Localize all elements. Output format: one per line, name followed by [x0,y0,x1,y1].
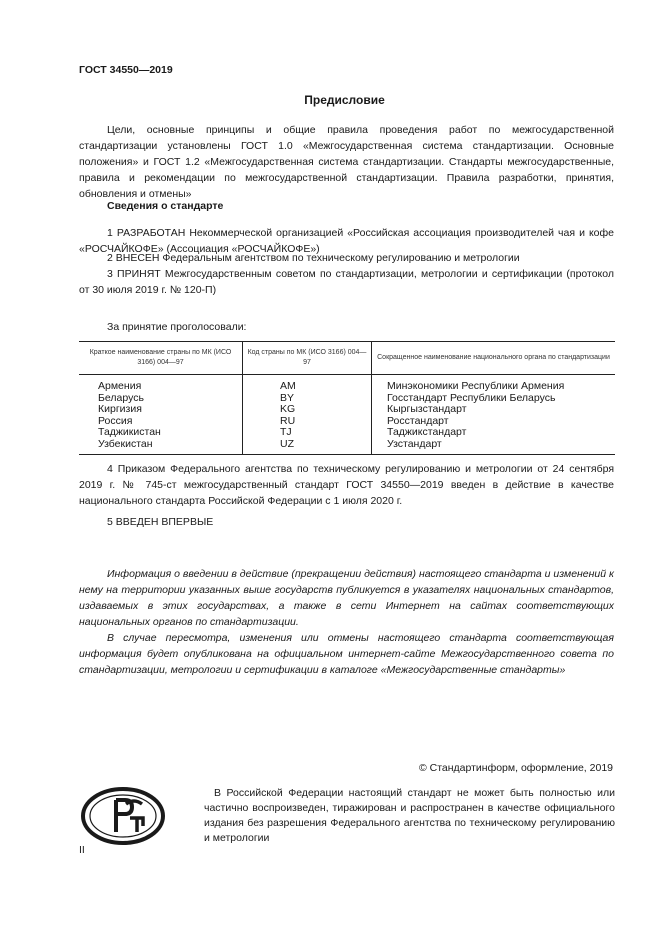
code-cell: RU [243,416,372,428]
states-table [79,341,615,455]
code-cell: TJ [243,427,372,439]
section-heading: Сведения о стандарте [107,200,224,212]
country-cell: Беларусь [98,391,144,404]
table-header-row [79,342,615,375]
org-cell: Кыргызстандарт [372,404,616,416]
code-cell: KG [243,404,372,416]
vote-label: За принятие проголосовали: [107,321,247,333]
country-cell: Таджикистан [98,426,161,438]
org-cell: Минэкономики Республики Армения [372,375,616,393]
code-cell: AM [243,375,372,393]
item-adopted: 3 ПРИНЯТ Межгосударственным советом по стандартизации, метрологии и сертификации (протокол от 30 июля 2019 г. № 120-П) [79,268,614,296]
table-row [79,404,615,416]
foreword-intro: Цели, основные принципы и общие правила проведения работ по межгосударственной стандартизации установлены ГОСТ 1.0 «Межгосударственная система стандартизации. Основные положения» и ГОСТ 1.2 «Межгосударственная система стандартизации. Стандарты межгосударственные, правила и рекомендации по межгосударственной стандартизации. Правила разработки, принятия, обновления и отмены» [79,124,614,200]
column-header-code: Код страны по МК (ИСО 3166) 004—97 [243,342,372,375]
code-cell: UZ [243,439,372,455]
country-cell: Россия [98,414,133,427]
item-first-introduced: 5 ВВЕДЕН ВПЕРВЫЕ [107,516,214,528]
org-cell: Узстандарт [372,439,616,455]
copyright-notice: В Российской Федерации настоящий стандарт не может быть полностью или частично воспроизведен, тиражирован и распространен в качестве официального издания без разрешения Федерального агентства по техническому регулированию и метрологии [204,787,615,844]
org-cell: Росстандарт [372,416,616,428]
page-number: II [79,844,85,856]
column-header-country: Краткое наименование страны по МК (ИСО 3166) 004—97 [79,342,243,375]
table-row [79,439,615,455]
item-submitted: 2 ВНЕСЕН Федеральным агентством по техническому регулированию и метрологии [107,252,520,264]
document-code: ГОСТ 34550—2019 [79,64,173,76]
code-cell: BY [243,393,372,405]
item-developed: 1 РАЗРАБОТАН Некоммерческой организацией «Российская ассоциация производителей чая и кофе «РОСЧАЙКОФЕ» (Ассоциация «РОСЧАЙКОФЕ») [79,227,614,255]
org-cell: Госстандарт Республики Беларусь [372,393,616,405]
country-cell: Узбекистан [79,439,243,455]
table-row [79,393,615,405]
table-row [79,375,615,393]
item-order: 4 Приказом Федерального агентства по техническому регулированию и метрологии от 24 сентября 2019 г. № 745-ст межгосударственный стандарт ГОСТ 34550—2019 введен в действие в качестве национального стандарта Российской Федерации с 1 июля 2020 г. [79,463,614,507]
info-paragraph-2: В случае пересмотра, изменения или отмены настоящего стандарта соответствующая информация будет опубликована на официальном интернет-сайте Межгосударственного совета по стандартизации, метрологии и сертификации в каталоге «Межгосударственные стандарты» [79,632,614,676]
info-paragraph-1: Информация о введении в действие (прекращении действия) настоящего стандарта и изменений к нему на территории указанных выше государств публикуется в указателях национальных стандартов, издаваемых в этих государствах, а также в сети Интернет на сайтах соответствующих национальных органов по стандартизации. [79,568,614,628]
copyright: © Стандартинформ, оформление, 2019 [418,762,613,774]
country-cell: Армения [98,380,142,392]
org-cell: Таджикстандарт [372,427,616,439]
page-title: Предисловие [304,93,385,107]
country-cell: Киргизия [98,403,142,415]
column-header-org: Сокращенное наименование национального органа по стандартизации [372,342,616,375]
table-row [79,427,615,439]
rst-certification-logo-icon [80,786,166,846]
logo-svg [80,786,166,846]
